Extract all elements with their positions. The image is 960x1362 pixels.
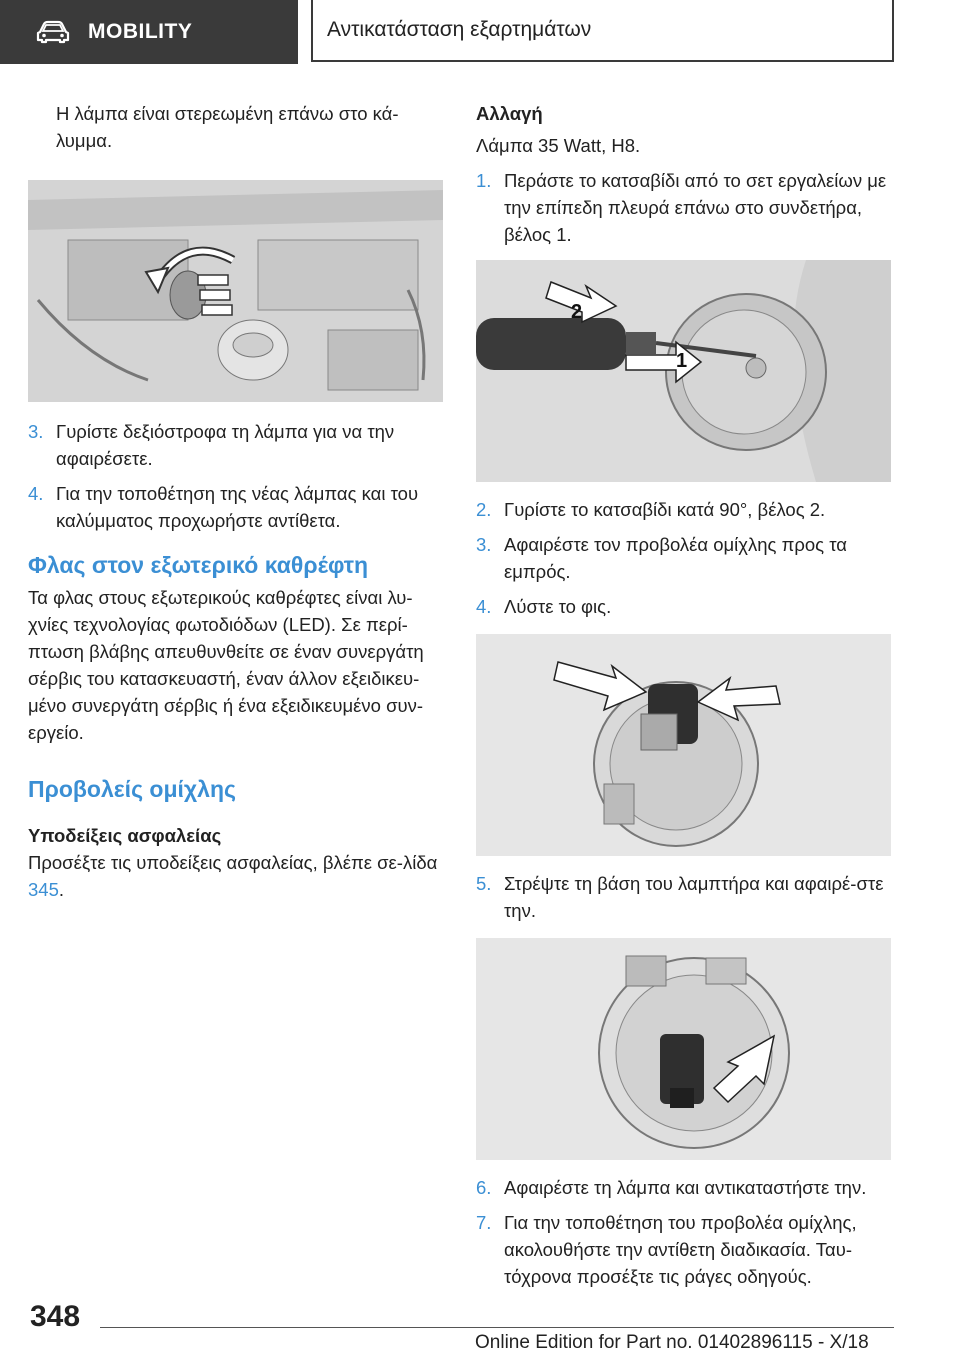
list-item: 3. Γυρίστε δεξιόστροφα τη λάμπα για να την αφαιρέσετε. — [28, 421, 395, 469]
list-item: 1. Περάστε το κατσαβίδι από το σετ εργαλείων με την επίπεδη πλευρά επάνω στο συνδετήρα, βέλος 1. — [476, 170, 887, 245]
header-section-tab — [0, 0, 298, 64]
list-item: 4. Για την τοποθέτηση της νέας λάμπας και του καλύμματος προχωρήστε αντίθετα. — [28, 483, 419, 531]
arrow-2-label: 2 — [571, 301, 583, 323]
intro-paragraph: Η λάμπα είναι στερεωμένη επάνω στο κά-λυμμα. — [56, 103, 399, 151]
footer-divider — [100, 1327, 894, 1328]
engine-bay-figure — [28, 180, 443, 402]
page-reference-link[interactable]: 345 — [28, 879, 59, 900]
list-item: 2. Γυρίστε το κατσαβίδι κατά 90°, βέλος 2. — [476, 499, 826, 520]
arrow-1-label: 1 — [676, 350, 688, 372]
page-number: 348 — [30, 1300, 81, 1333]
screwdriver-illustration — [476, 260, 891, 482]
list-item: 4. Λύστε το φις. — [476, 596, 612, 617]
plug-figure — [476, 634, 891, 856]
left-column — [28, 100, 448, 903]
right-column — [476, 100, 896, 1290]
lamp-socket-figure — [476, 938, 891, 1160]
page-title: Αντικατάσταση εξαρτημάτων — [327, 18, 592, 41]
list-item: 7. Για την τοποθέτηση του προβολέα ομίχλης, ακολουθήστε την αντίθετη διαδικασία. Ταυ-τόχρονα προσέξτε τις ράγες οδηγούς. — [476, 1212, 857, 1287]
list-item: 6. Αφαιρέστε τη λάμπα και αντικαταστήστε την. — [476, 1177, 867, 1198]
edition-footer: Online Edition for Part no. 01402896115 - X/18 — [475, 1332, 869, 1353]
car-icon — [36, 20, 70, 44]
engine-bay-illustration — [28, 180, 443, 402]
plug-illustration — [476, 634, 891, 856]
fog-lights-heading: Προβολείς ομίχλης — [28, 776, 236, 802]
safety-text: Προσέξτε τις υποδείξεις ασφαλείας, βλέπε σε-λίδα 345. — [28, 852, 438, 900]
header-title-box — [311, 0, 894, 62]
mirror-indicator-text: Τα φλας στους εξωτερικούς καθρέφτες είναι λυ-χνίες τεχνολογίας φωτοδιόδων (LED). Σε περί-πτωση βλάβης απευθυνθείτε σε έναν συνεργάτη σέρβις του κατασκευαστή, έναν άλλον εξειδικευ-μένο συνεργάτη σέρβις ή ένα εξειδικευμένο συν-εργείο. — [28, 587, 424, 743]
list-item: 3. Αφαιρέστε τον προβολέα ομίχλης προς τα εμπρός. — [476, 534, 847, 582]
list-item: 5. Στρέψτε τη βάση του λαμπτήρα και αφαιρέ-στε την. — [476, 873, 884, 921]
change-heading: Αλλαγή — [476, 103, 543, 124]
lamp-spec: Λάμπα 35 Watt, H8. — [476, 135, 641, 156]
screwdriver-figure — [476, 260, 891, 482]
lamp-socket-illustration — [476, 938, 891, 1160]
safety-heading: Υποδείξεις ασφαλείας — [28, 825, 222, 846]
mirror-indicator-heading: Φλας στον εξωτερικό καθρέφτη — [28, 552, 369, 578]
section-label: MOBILITY — [88, 20, 193, 43]
